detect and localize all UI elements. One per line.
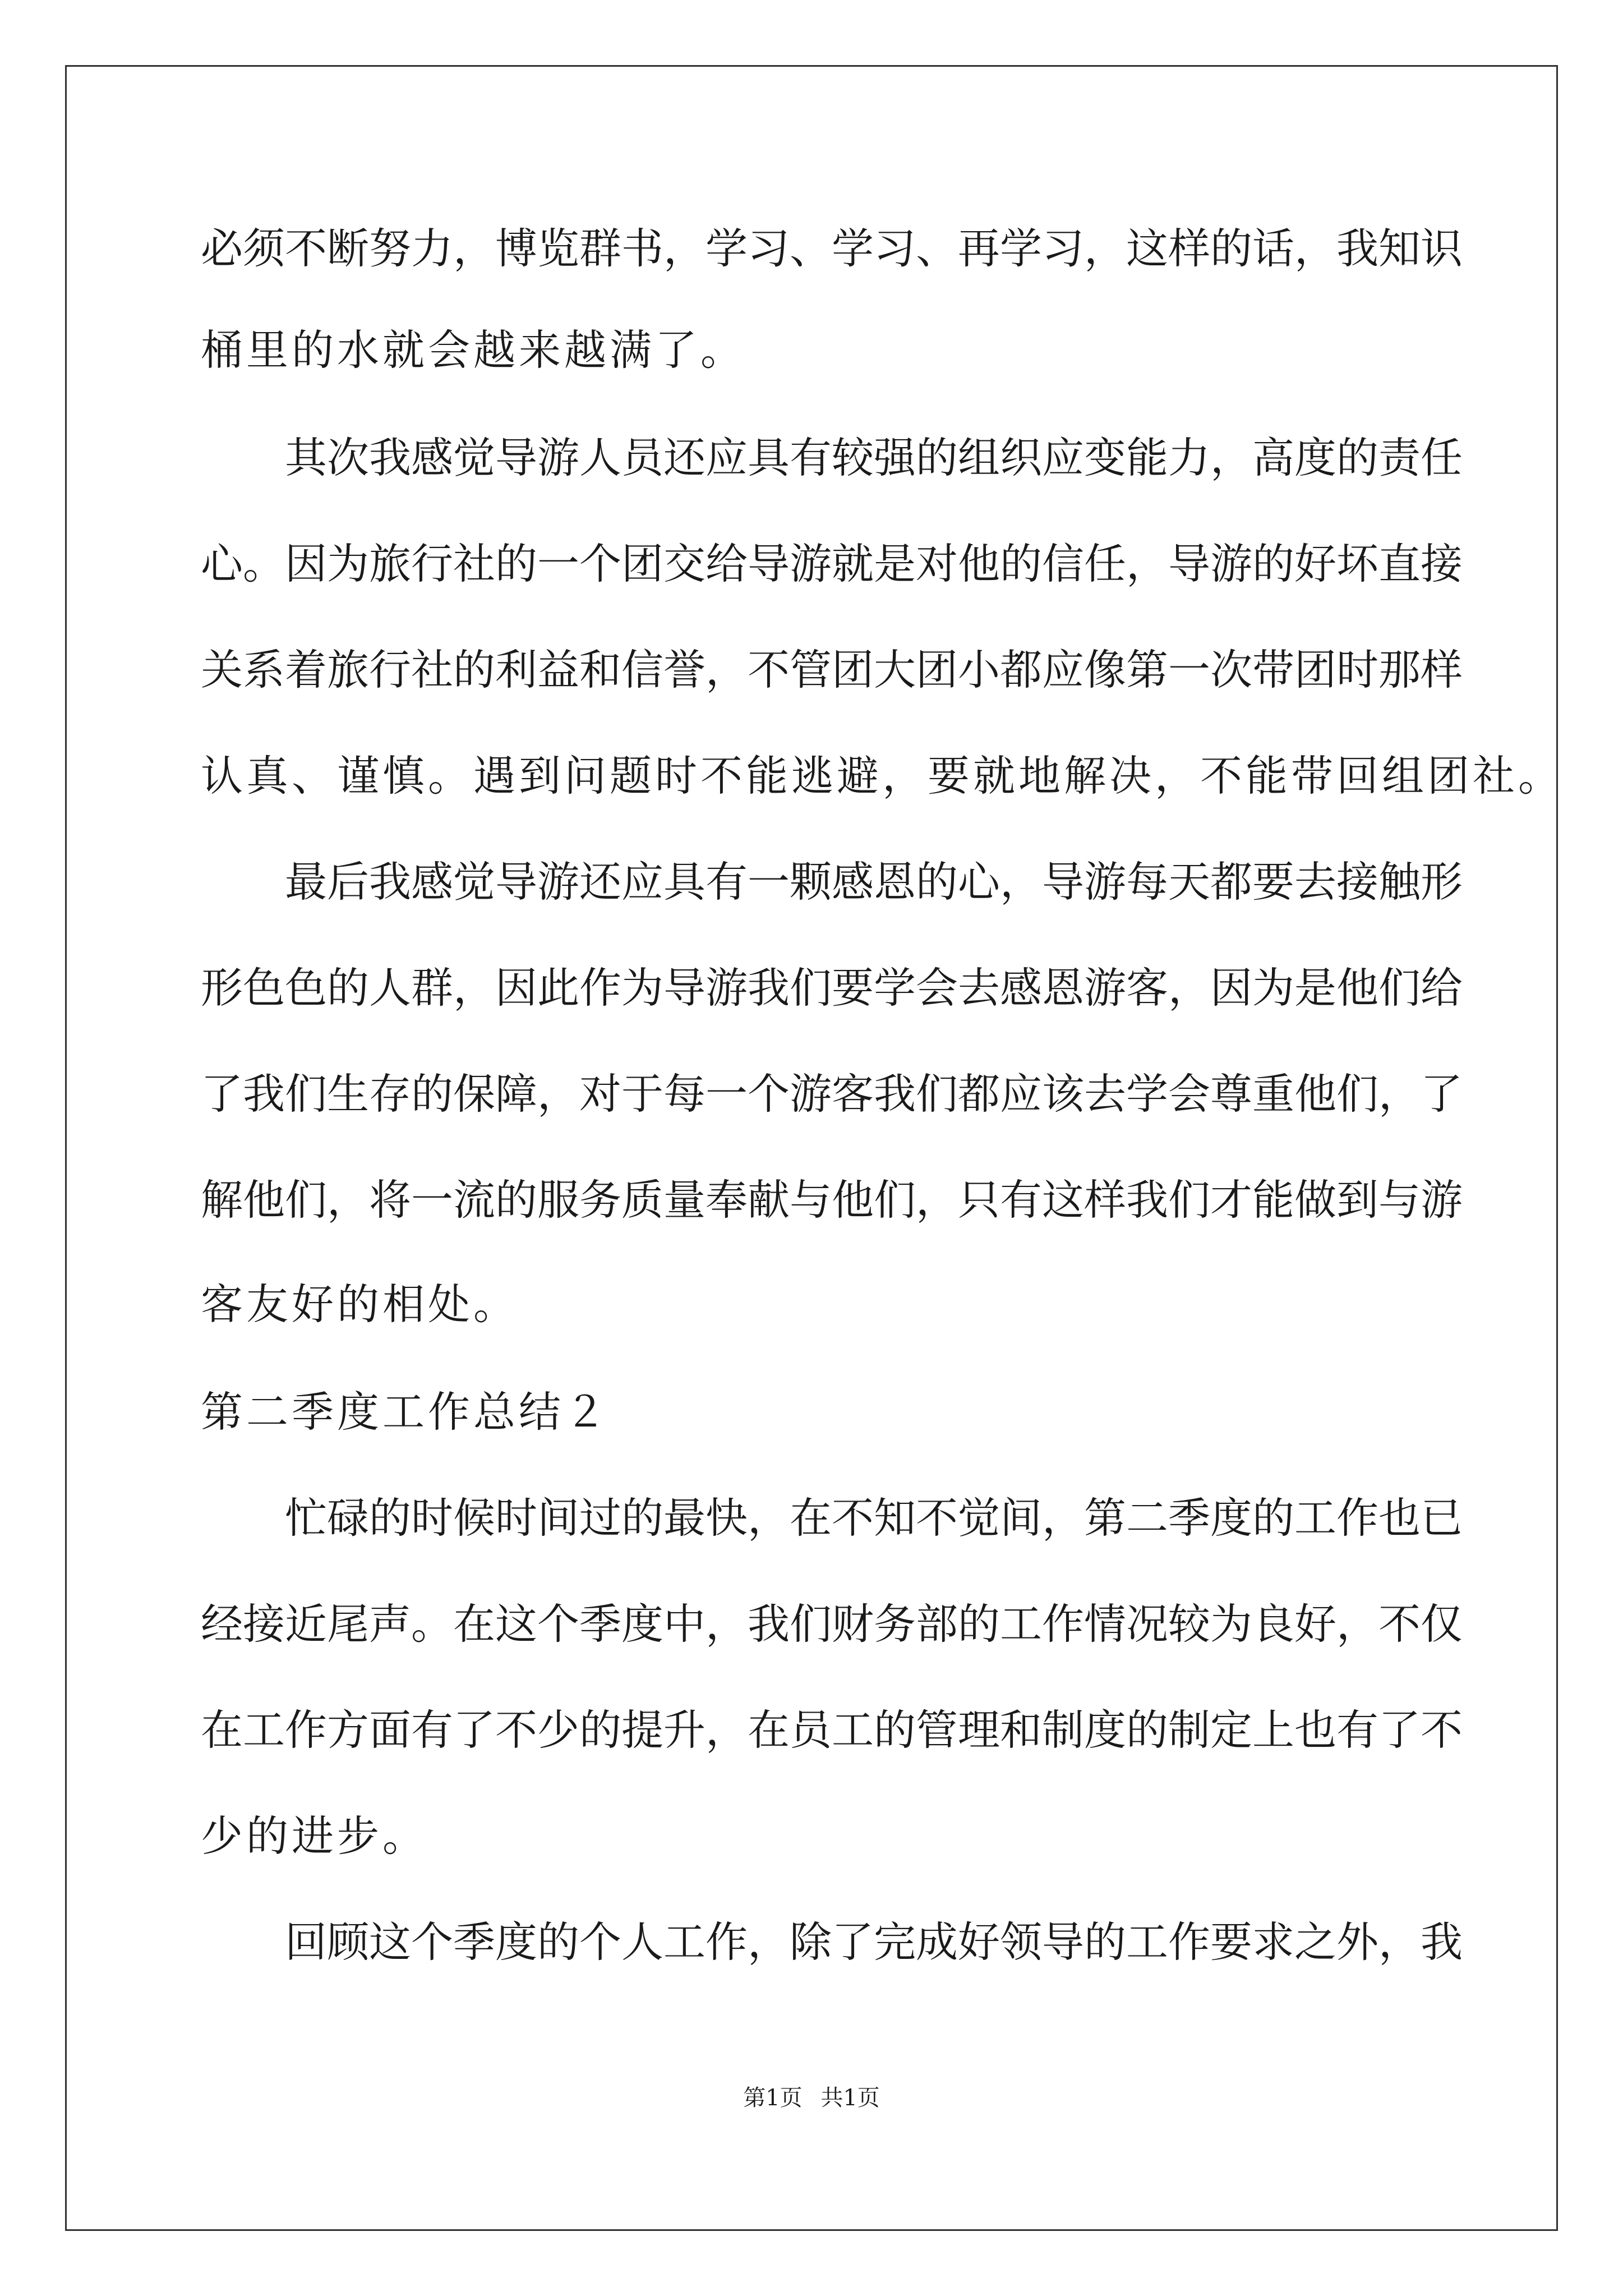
body-line: 心。因为旅行社的一个团交给导游就是对他的信任，导游的好坏直接 [201, 539, 1463, 588]
paragraph-first-line: 最后我感觉导游还应具有一颗感恩的心，导游每天都要去接触形 [285, 857, 1463, 907]
page-border [65, 65, 1558, 2231]
body-line: 经接近尾声。在这个季度中，我们财务部的工作情况较为良好，不仅 [201, 1599, 1463, 1649]
body-line: 形色色的人群，因此作为导游我们要学会去感恩游客，因为是他们给 [201, 963, 1463, 1013]
body-line: 关系着旅行社的利益和信誉，不管团大团小都应像第一次带团时那样 [201, 645, 1463, 694]
body-line: 认真、谨慎。遇到问题时不能逃避，要就地解决，不能带回组团社。 [201, 751, 1564, 800]
body-line: 必须不断努力，博览群书，学习、学习、再学习，这样的话，我知识 [201, 224, 1463, 273]
body-line: 少的进步。 [201, 1811, 428, 1861]
page-number: 第1页 [743, 2085, 803, 2111]
paragraph-first-line: 忙碌的时候时间过的最快，在不知不觉间，第二季度的工作也已 [285, 1493, 1463, 1543]
section-heading: 第二季度工作总结２ [201, 1387, 610, 1437]
body-line: 桶里的水就会越来越满了。 [201, 325, 746, 375]
paragraph-first-line: 其次我感觉导游人员还应具有较强的组织应变能力，高度的责任 [285, 433, 1463, 482]
body-line: 在工作方面有了不少的提升，在员工的管理和制度的制定上也有了不 [201, 1705, 1463, 1755]
page-footer [0, 2081, 1623, 2115]
body-line: 了我们生存的保障，对于每一个游客我们都应该去学会尊重他们，了 [201, 1069, 1463, 1119]
page-total: 共1页 [820, 2085, 880, 2111]
body-line: 客友好的相处。 [201, 1280, 519, 1329]
paragraph-first-line: 回顾这个季度的个人工作，除了完成好领导的工作要求之外，我 [285, 1917, 1463, 1967]
body-line: 解他们，将一流的服务质量奉献与他们，只有这样我们才能做到与游 [201, 1175, 1463, 1225]
